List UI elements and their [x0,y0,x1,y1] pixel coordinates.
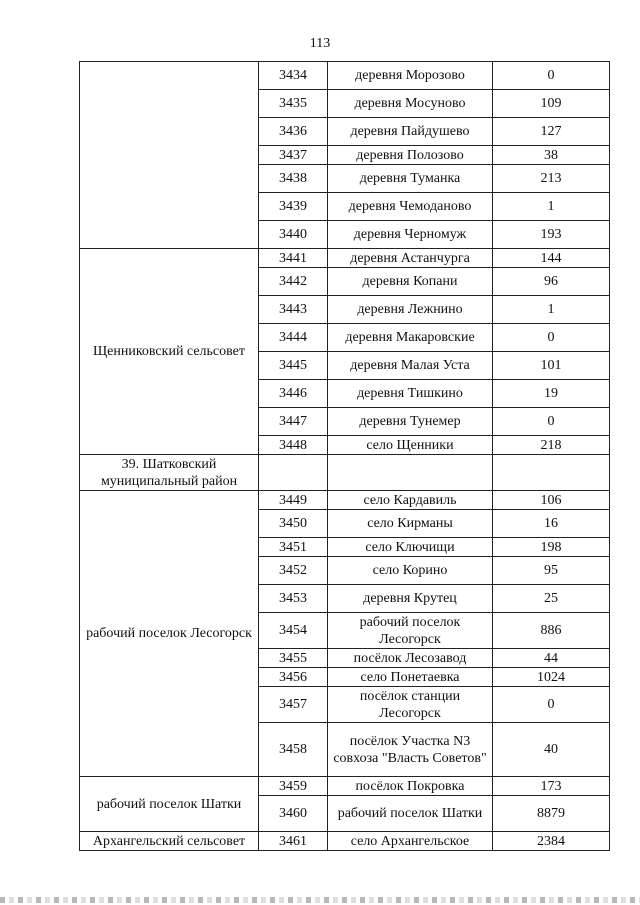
settlement-name: деревня Астанчурга [328,249,493,268]
settlement-table [79,61,610,851]
settlement-name: посёлок Участка N3 совхоза "Власть Советов" [328,723,493,777]
settlement-code [259,455,328,491]
settlement-code: 3456 [259,668,328,687]
settlement-name: деревня Черномуж [328,221,493,249]
population-count: 16 [493,510,610,538]
population-count: 38 [493,146,610,165]
settlement-code: 3451 [259,538,328,557]
population-count: 1 [493,193,610,221]
population-count: 109 [493,90,610,118]
settlement-name: село Архангельское [328,832,493,851]
population-count: 193 [493,221,610,249]
settlement-name: деревня Крутец [328,585,493,613]
settlement-name: посёлок Лесозавод [328,649,493,668]
municipality-name [80,62,259,249]
settlement-name [328,455,493,491]
settlement-name: село Корино [328,557,493,585]
population-count: 218 [493,436,610,455]
settlement-code: 3457 [259,687,328,723]
settlement-code: 3437 [259,146,328,165]
settlement-code: 3455 [259,649,328,668]
settlement-name: село Щенники [328,436,493,455]
table-row [80,832,610,851]
settlement-code: 3446 [259,380,328,408]
settlement-name: деревня Макаровские [328,324,493,352]
settlement-code: 3436 [259,118,328,146]
settlement-name: деревня Чемоданово [328,193,493,221]
settlement-code: 3461 [259,832,328,851]
settlement-code: 3445 [259,352,328,380]
population-count: 19 [493,380,610,408]
settlement-code: 3434 [259,62,328,90]
settlement-name: рабочий поселок Шатки [328,796,493,832]
district-name: 39. Шатковский муниципальный район [80,455,259,491]
settlement-name: деревня Полозово [328,146,493,165]
population-count: 213 [493,165,610,193]
population-count: 886 [493,613,610,649]
population-count: 0 [493,687,610,723]
population-count: 106 [493,491,610,510]
population-count [493,455,610,491]
settlement-name: село Понетаевка [328,668,493,687]
population-count: 44 [493,649,610,668]
table-row [80,249,610,268]
settlement-code: 3453 [259,585,328,613]
settlement-code: 3449 [259,491,328,510]
table-row [80,777,610,796]
settlement-code: 3438 [259,165,328,193]
population-count: 101 [493,352,610,380]
settlement-code: 3444 [259,324,328,352]
settlement-name: деревня Лежнино [328,296,493,324]
settlement-code: 3448 [259,436,328,455]
settlement-code: 3441 [259,249,328,268]
municipality-name: Щенниковский сельсовет [80,249,259,455]
settlement-code: 3460 [259,796,328,832]
settlement-code: 3450 [259,510,328,538]
settlement-code: 3443 [259,296,328,324]
settlement-name: посёлок станции Лесогорск [328,687,493,723]
scan-edge-artifact [0,897,640,903]
population-count: 25 [493,585,610,613]
population-count: 95 [493,557,610,585]
population-count: 0 [493,324,610,352]
settlement-name: село Ключищи [328,538,493,557]
page-number: 113 [309,36,331,51]
population-count: 2384 [493,832,610,851]
settlement-name: деревня Копани [328,268,493,296]
settlement-table-body [80,62,610,851]
settlement-code: 3439 [259,193,328,221]
population-count: 40 [493,723,610,777]
population-count: 8879 [493,796,610,832]
settlement-name: село Кардавиль [328,491,493,510]
settlement-code: 3442 [259,268,328,296]
settlement-name: деревня Пайдушево [328,118,493,146]
table-row [80,491,610,510]
settlement-code: 3452 [259,557,328,585]
settlement-code: 3459 [259,777,328,796]
population-count: 173 [493,777,610,796]
population-count: 127 [493,118,610,146]
population-count: 0 [493,62,610,90]
settlement-code: 3435 [259,90,328,118]
population-count: 198 [493,538,610,557]
settlement-name: рабочий поселок Лесогорск [328,613,493,649]
district-header-row [80,455,610,491]
settlement-name: деревня Тишкино [328,380,493,408]
population-count: 144 [493,249,610,268]
settlement-name: деревня Туманка [328,165,493,193]
settlement-name: село Кирманы [328,510,493,538]
settlement-code: 3440 [259,221,328,249]
settlement-code: 3458 [259,723,328,777]
settlement-code: 3447 [259,408,328,436]
municipality-name: рабочий поселок Шатки [80,777,259,832]
municipality-name: Архангельский сельсовет [80,832,259,851]
population-count: 1024 [493,668,610,687]
municipality-name: рабочий поселок Лесогорск [80,491,259,777]
settlement-code: 3454 [259,613,328,649]
settlement-name: деревня Морозово [328,62,493,90]
settlement-name: деревня Тунемер [328,408,493,436]
population-count: 1 [493,296,610,324]
settlement-name: посёлок Покровка [328,777,493,796]
settlement-name: деревня Мосуново [328,90,493,118]
population-count: 0 [493,408,610,436]
population-count: 96 [493,268,610,296]
table-row [80,62,610,90]
settlement-name: деревня Малая Уста [328,352,493,380]
